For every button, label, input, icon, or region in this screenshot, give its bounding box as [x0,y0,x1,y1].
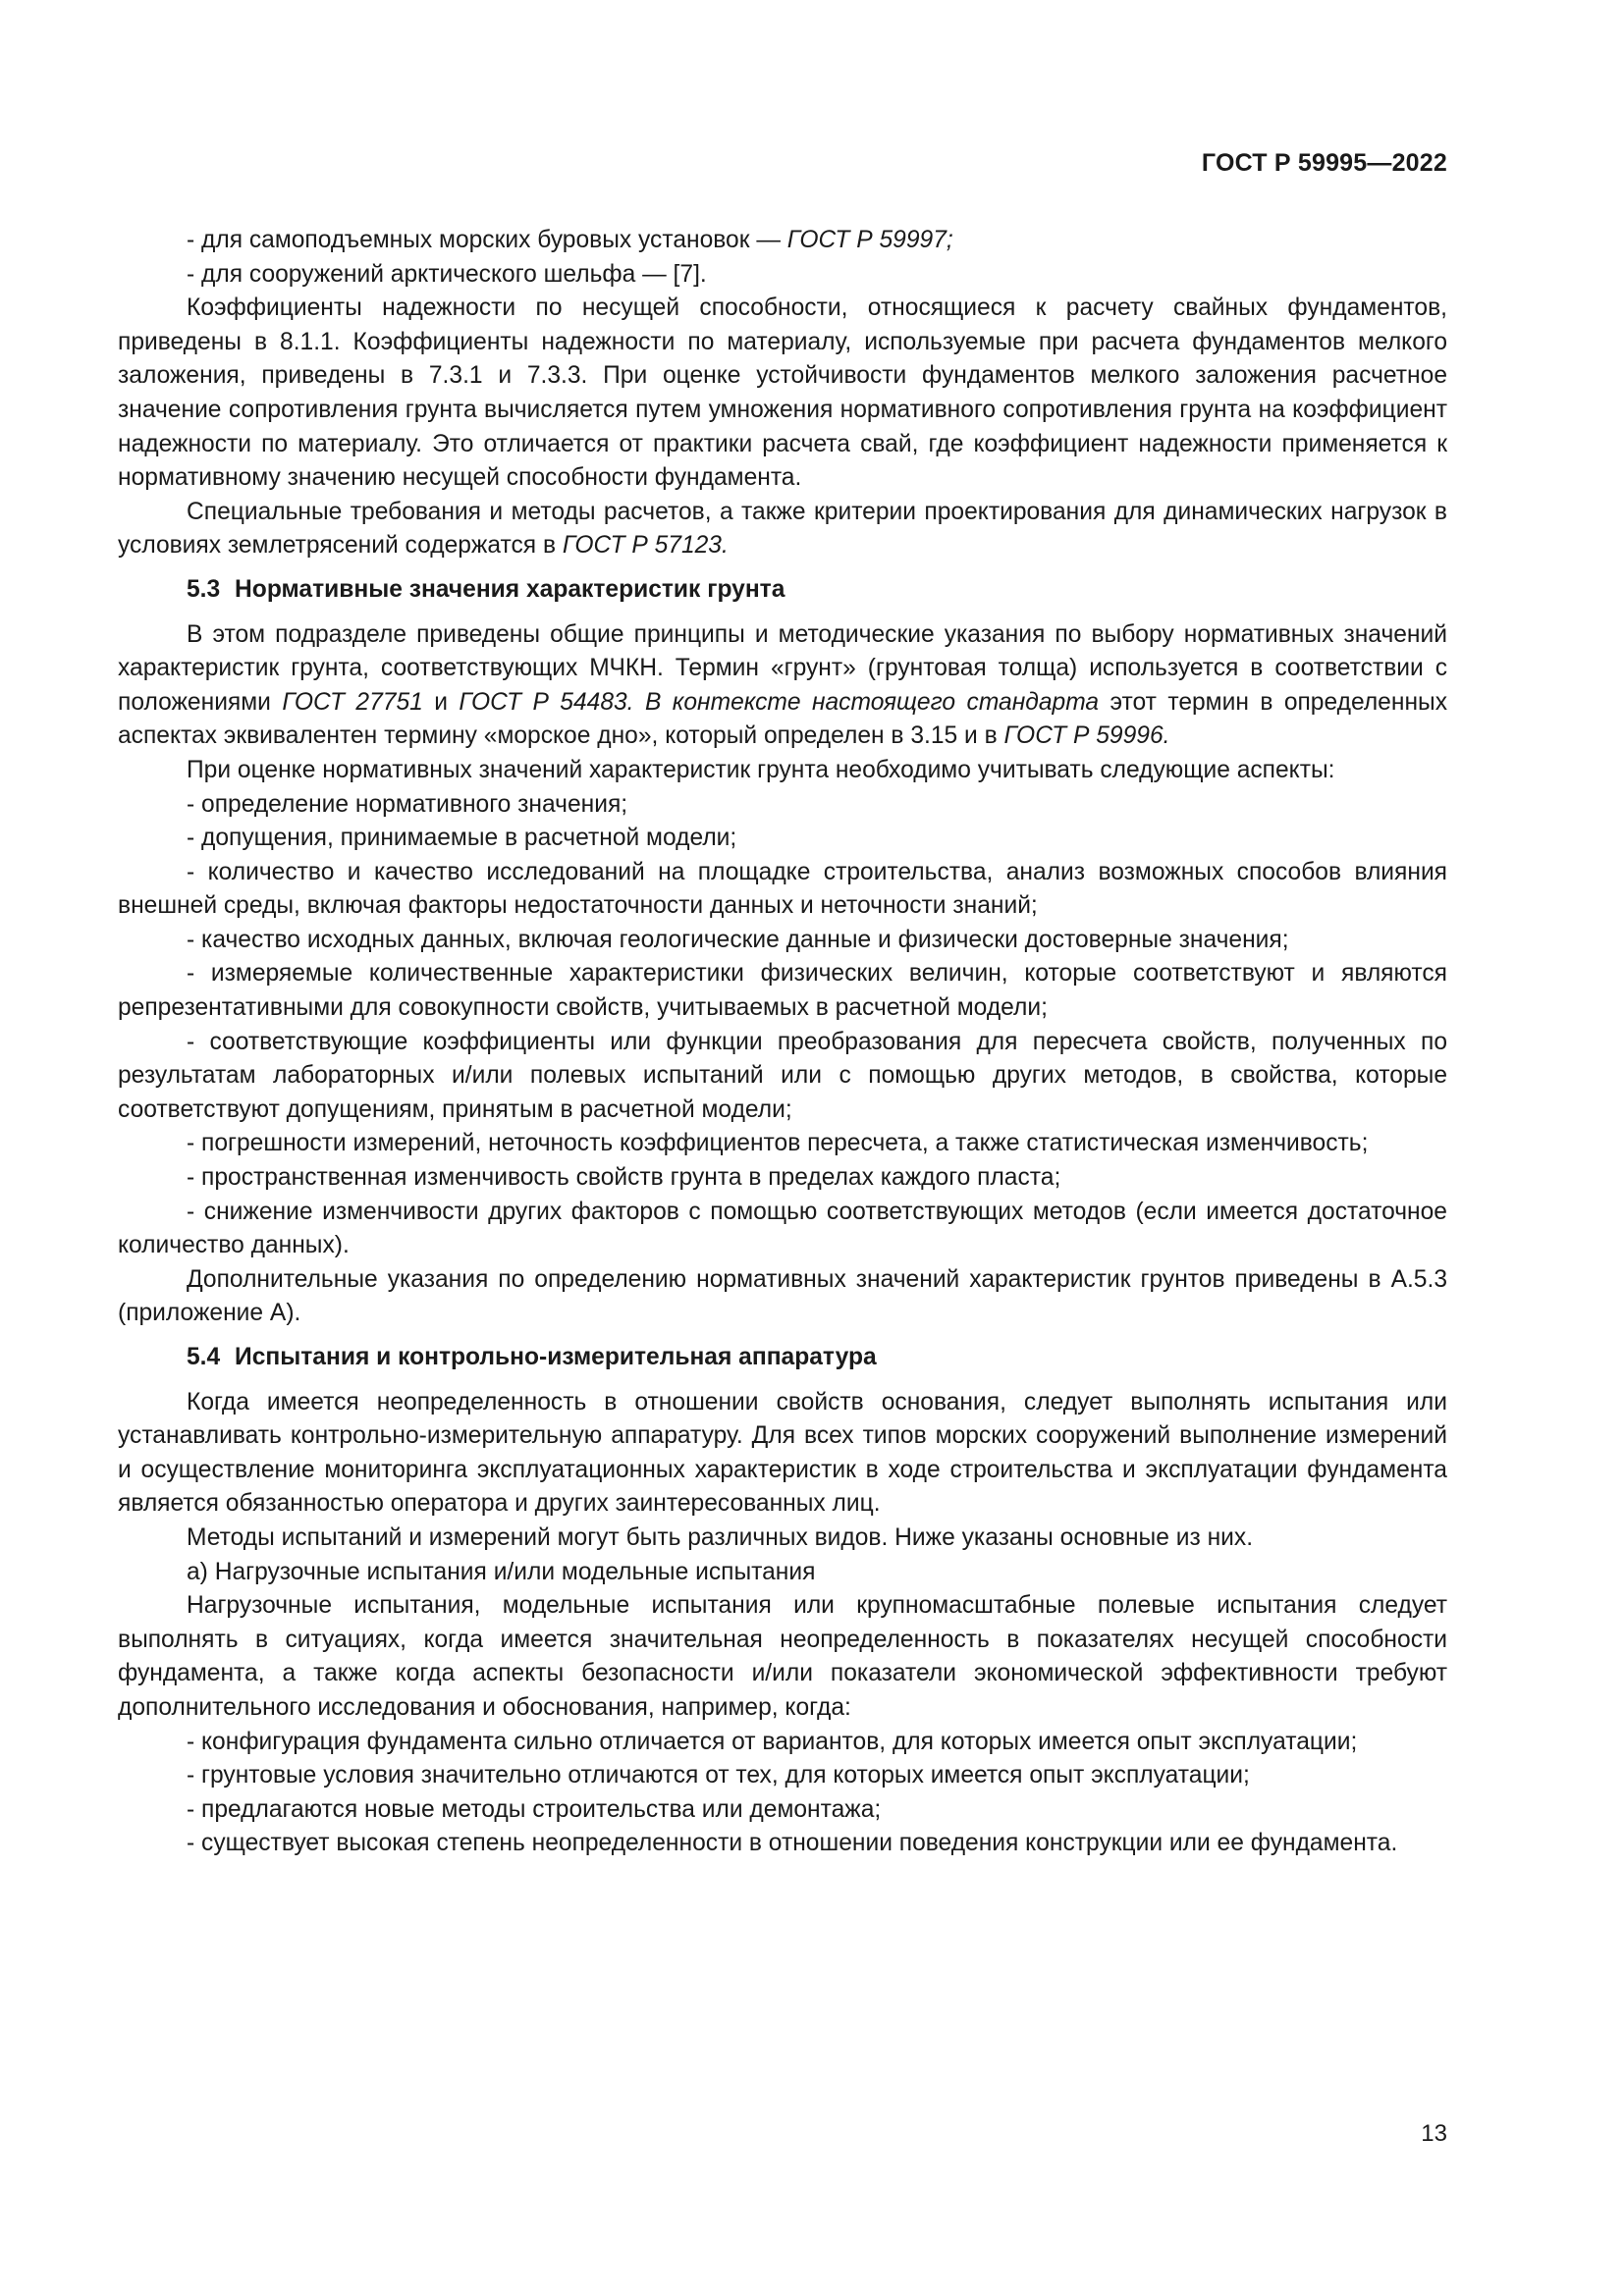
paragraph: При оценке нормативных значений характеристик грунта необходимо учитывать следующие аспекты: [187,756,1335,783]
section-heading-5-4: 5.4 Испытания и контрольно-измерительная аппаратура [187,1344,877,1370]
document-header: ГОСТ Р 59995—2022 [1201,149,1447,177]
list-item: - соответствующие коэффициенты или функции преобразования для пересчета свойств, полученных по результатам лабораторных и/или полевых испытаний или с помощью других методов, в свойства, которые соответствуют допущениям, принятым в расчетной модели; [118,1028,1447,1123]
list-item: - погрешности измерений, неточность коэффициентов пересчета, а также статистическая изменчивость; [187,1130,1369,1157]
list-item: - количество и качество исследований на площадке строительства, анализ возможных способов влияния внешней среды, включая факторы недостаточности данных и неточности знаний; [118,858,1447,920]
subheading-a: а) Нагрузочные испытания и/или модельные испытания [187,1558,816,1585]
paragraph: Методы испытаний и измерений могут быть различных видов. Ниже указаны основные из них. [187,1523,1254,1551]
standard-reference: ГОСТ 27751 [282,688,423,716]
document-body [118,224,1447,1861]
list-item: - существует высокая степень неопределенности в отношении поведения конструкции или ее фундамента. [187,1830,1398,1857]
list-item: - качество исходных данных, включая геологические данные и физически достоверные значения; [187,926,1289,953]
paragraph: Коэффициенты надежности по несущей способности, относящиеся к расчету свайных фундаментов, приведены в 8.1.1. Коэффициенты надежности по материалу, используемые при расчета фундаментов мелкого заложения, приведены в 7.3.1 и 7.3.3. При оценке устойчивости фундаментов мелкого заложения расчетное значение сопротивления грунта вычисляется путем умножения нормативного сопротивления грунта на коэффициент надежности по материалу. Это отличается от практики расчета свай, где коэффициент надежности применяется к нормативному значению несущей способности фундамента. [118,294,1447,492]
standard-reference: ГОСТ Р 57123. [562,532,729,560]
list-item: - конфигурация фундамента сильно отличается от вариантов, для которых имеется опыт эксплуатации; [187,1728,1358,1755]
standard-reference: ГОСТ Р 54483. В контексте настоящего стандарта [459,688,1100,716]
list-item: - для сооружений арктического шельфа — [7]. [187,260,707,288]
paragraph: Дополнительные указания по определению нормативных значений характеристик грунтов приведены в А.5.3 (приложение А). [118,1265,1447,1327]
list-item: - допущения, принимаемые в расчетной модели; [187,825,737,852]
list-item: - снижение изменчивости других факторов с помощью соответствующих методов (если имеется достаточное количество данных). [118,1198,1447,1259]
list-item: - предлагаются новые методы строительства или демонтажа; [187,1795,882,1823]
list-item: - измеряемые количественные характеристики физических величин, которые соответствуют и являются репрезентативными для совокупности свойств, учитываемых в расчетной модели; [118,960,1447,1022]
section-heading-5-3: 5.3 Нормативные значения характеристик грунта [187,575,785,603]
paragraph: В этом подразделе приведены общие принципы и методические указания по выбору нормативных значений характеристик грунта, соответствующих МЧКН. Термин «грунт» (грунтовая толща) используется в соответствии с положениями ГОСТ 27751 и ГОСТ Р 54483. В контексте настоящего стандарта этот термин в определенных аспектах эквивалентен термину «морское дно», который определен в 3.15 и в ГОСТ Р 59996. [118,620,1448,750]
list-item: - пространственная изменчивость свойств грунта в пределах каждого пласта; [187,1164,1061,1192]
paragraph: Нагрузочные испытания, модельные испытания или крупномасштабные полевые испытания следует выполнять в ситуациях, когда имеется значительная неопределенность в показателях несущей способности фундамента, а также когда аспекты безопасности и/или показатели экономической эффективности требуют дополнительного исследования и обоснования, например, когда: [118,1592,1447,1721]
standard-reference: ГОСТ Р 59996. [1003,722,1170,750]
page-number: 13 [1421,2120,1447,2147]
list-item: - грунтовые условия значительно отличаются от тех, для которых имеется опыт эксплуатации; [187,1762,1250,1789]
document-page [118,0,1447,2296]
standard-reference: ГОСТ Р 59997; [786,227,953,253]
list-item: - для самоподъемных морских буровых установок — ГОСТ Р 59997; [187,227,953,253]
paragraph: Специальные требования и методы расчетов, а также критерии проектирования для динамических нагрузок в условиях землетрясений содержатся в ГОСТ Р 57123. [118,498,1447,560]
paragraph: Когда имеется неопределенность в отношении свойств основания, следует выполнять испытания или устанавливать контрольно-измерительную аппаратуру. Для всех типов морских сооружений выполнение измерений и осуществление мониторинга эксплуатационных характеристик в ходе строительства и эксплуатации фундамента является обязанностью оператора и других заинтересованных лиц. [118,1388,1447,1518]
list-item: - определение нормативного значения; [187,790,628,818]
